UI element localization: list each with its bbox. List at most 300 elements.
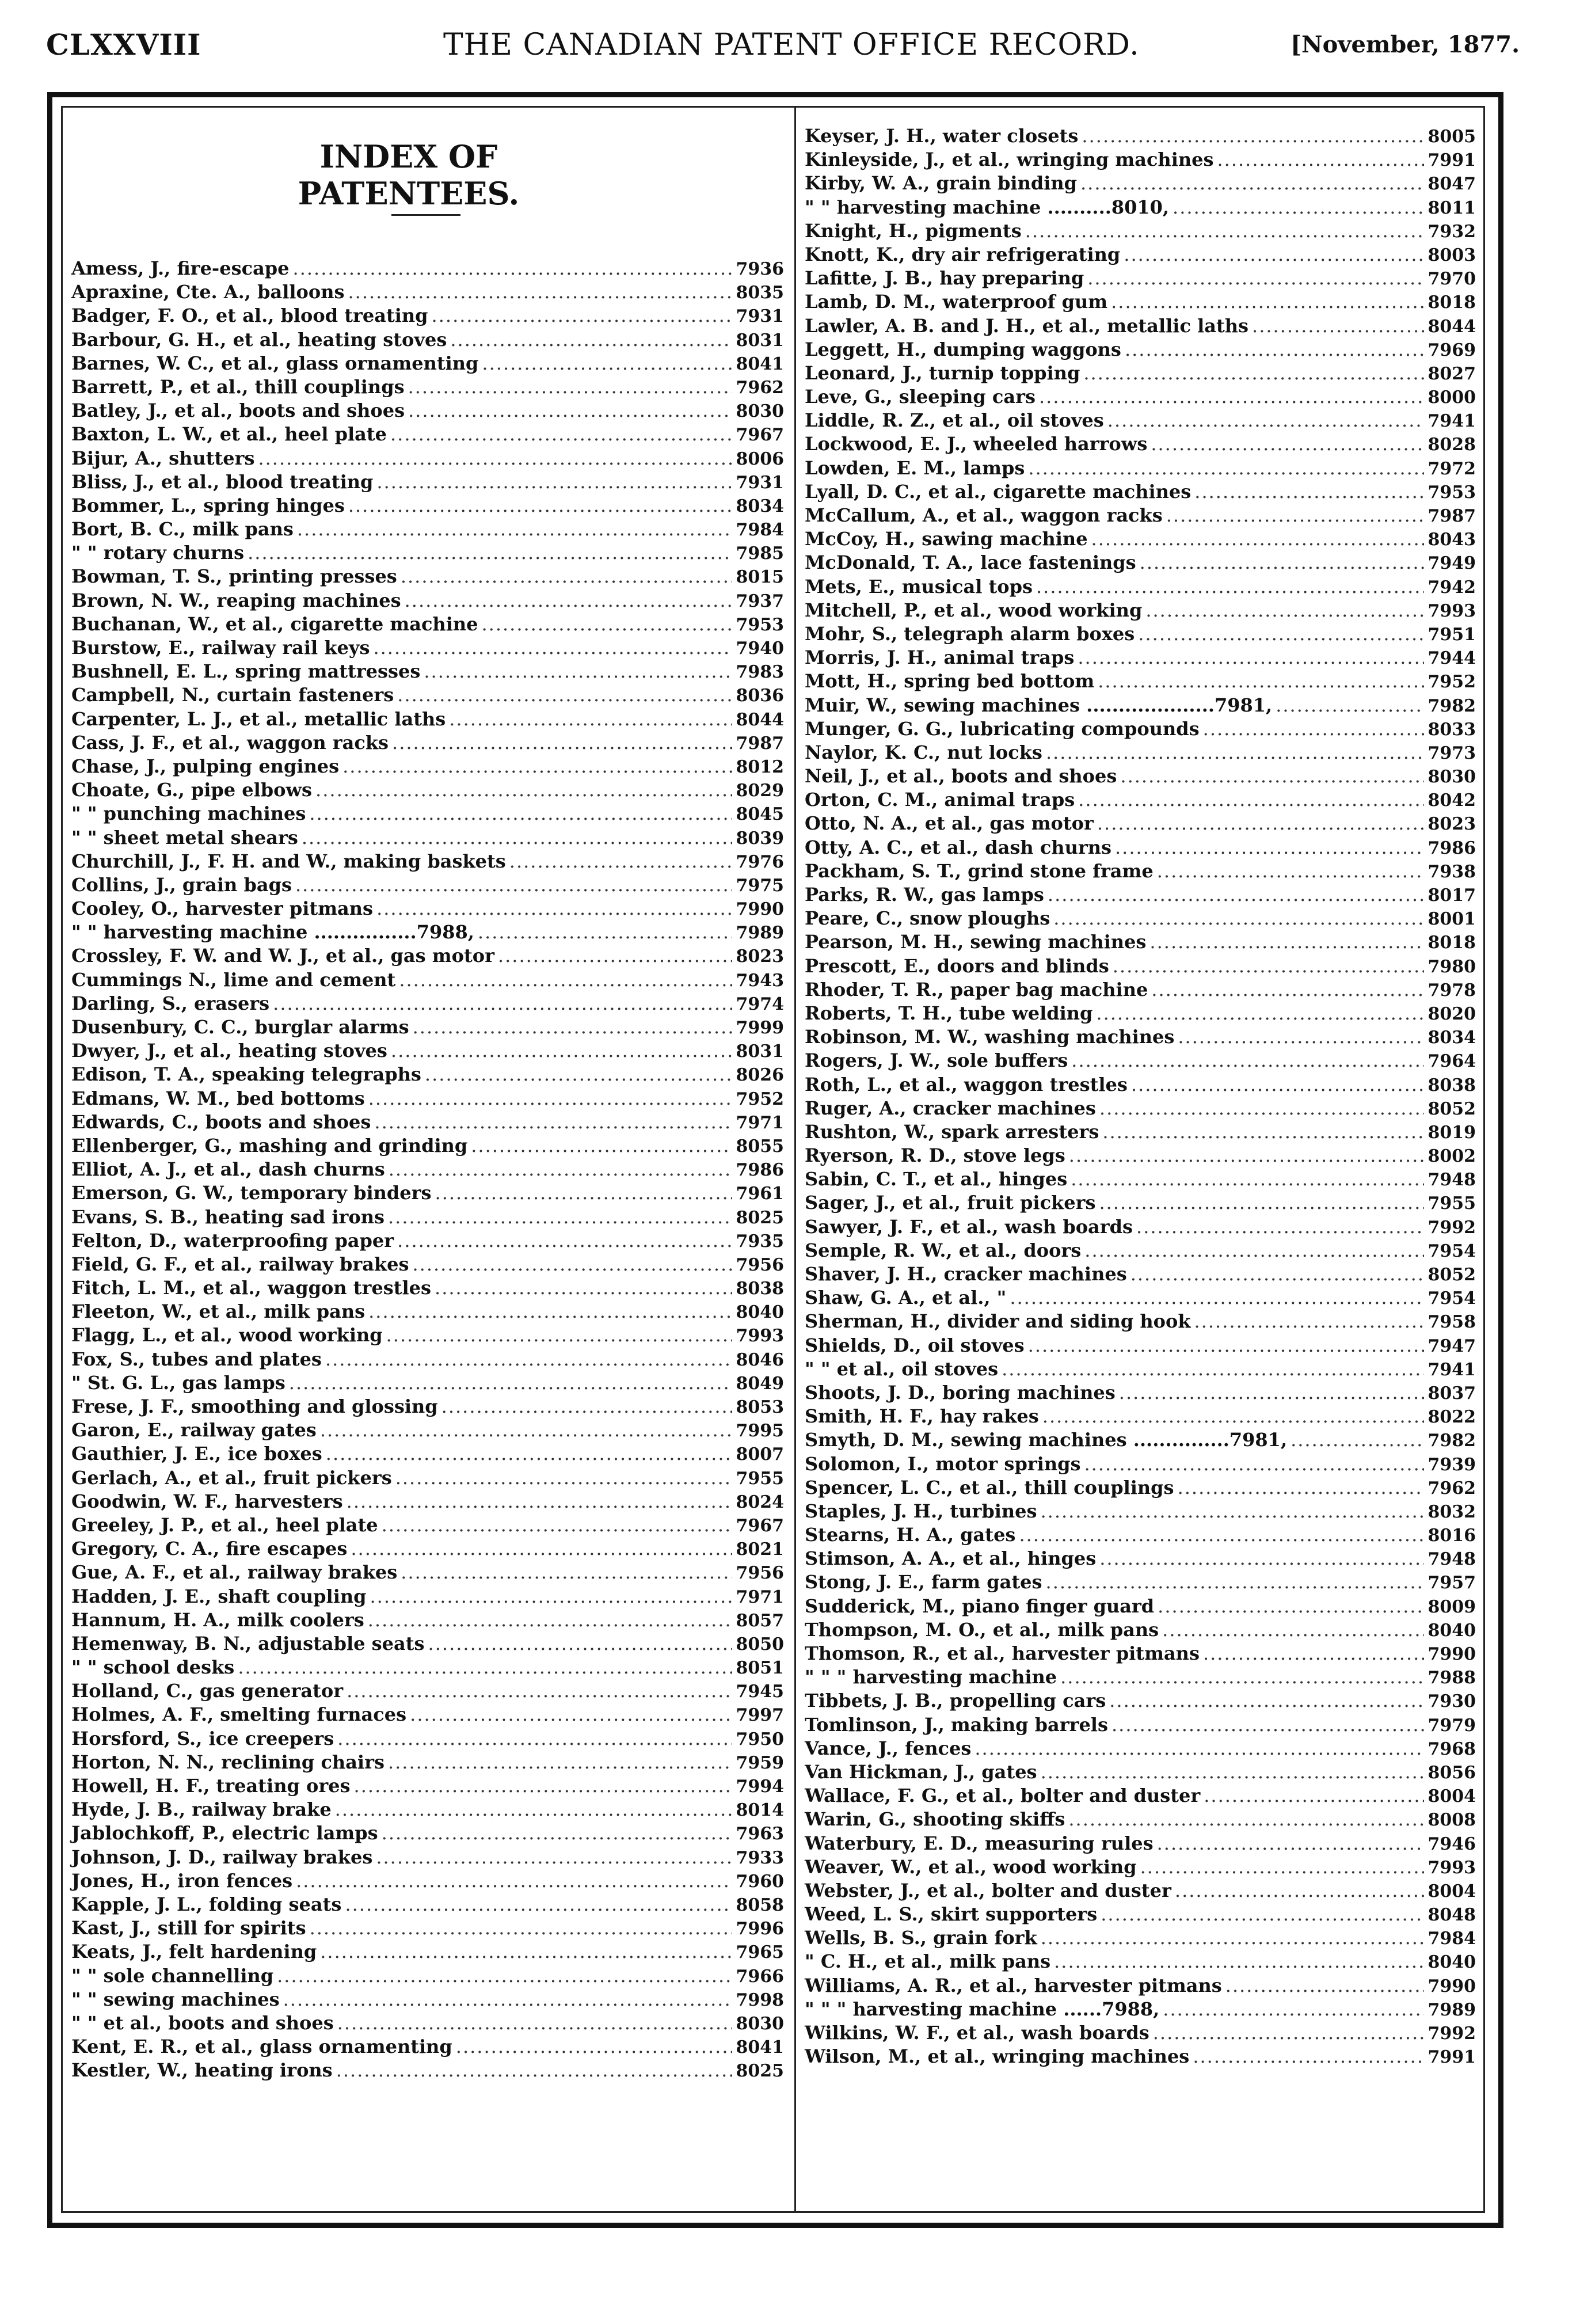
leader-dots	[351, 1537, 732, 1561]
leader-dots	[509, 850, 732, 873]
entry-name: Dwyer, J., et al., heating stoves	[71, 1040, 387, 1062]
index-entry	[71, 1608, 784, 1632]
index-entry	[805, 1998, 1476, 2021]
patent-number: 8005	[1427, 127, 1476, 147]
leader-dots	[1166, 504, 1424, 527]
leader-dots	[1087, 267, 1424, 290]
index-entry	[71, 1821, 784, 1845]
patent-number: 8015	[736, 567, 784, 588]
patent-number: 8014	[736, 1800, 784, 1821]
leader-dots	[342, 755, 732, 778]
leader-dots	[1068, 1808, 1424, 1831]
leader-dots	[405, 589, 732, 613]
entry-name: Orton, C. M., animal traps	[805, 789, 1075, 811]
entry-name: Cooley, O., harvester pitmans	[71, 897, 374, 920]
entry-name: Pearson, M. H., sewing machines	[805, 931, 1147, 953]
leader-dots	[435, 1181, 732, 1205]
leader-dots	[1140, 551, 1424, 575]
patent-number: 8044	[1427, 316, 1476, 337]
entry-name: Bijur, A., shutters	[71, 447, 255, 469]
index-entry	[71, 1015, 784, 1039]
index-entry	[71, 1087, 784, 1110]
leader-dots	[1225, 1974, 1424, 1998]
index-entry	[71, 1442, 784, 1466]
entry-name: " " sewing machines	[71, 1988, 280, 2010]
index-entry	[805, 551, 1476, 575]
leader-dots	[478, 921, 732, 944]
index-entry	[71, 1537, 784, 1561]
index-entry	[71, 873, 784, 897]
entry-name: Weed, L. S., skirt supporters	[805, 1903, 1098, 1926]
entry-name: Holmes, A. F., smelting furnaces	[71, 1703, 407, 1726]
index-entry	[805, 172, 1476, 195]
patent-number: 7969	[1427, 340, 1476, 360]
index-entry	[71, 802, 784, 826]
index-entry	[805, 362, 1476, 385]
patent-number: 7975	[736, 875, 784, 896]
leader-dots	[1083, 362, 1424, 385]
patent-number: 7933	[736, 1847, 784, 1868]
entry-name: Campbell, N., curtain fasteners	[71, 684, 394, 706]
index-entry	[71, 280, 784, 304]
entry-name: Leggett, H., dumping waggons	[805, 338, 1121, 360]
leader-dots	[382, 1821, 732, 1845]
entry-name: Batley, J., et al., boots and shoes	[71, 400, 405, 422]
patent-number: 7964	[1427, 1051, 1476, 1072]
patent-number: 8052	[1427, 1098, 1476, 1119]
entry-name: Lowden, E. M., lamps	[805, 457, 1025, 479]
leader-dots	[325, 1348, 732, 1371]
index-entry	[805, 764, 1476, 788]
patent-number: 8038	[1427, 1075, 1476, 1096]
leader-dots	[382, 1513, 732, 1537]
entry-name: Sabin, C. T., et al., hinges	[805, 1168, 1068, 1190]
patent-number: 8040	[1427, 1620, 1476, 1641]
index-entry	[805, 788, 1476, 812]
index-entry	[71, 708, 784, 731]
patent-number: 7952	[1427, 672, 1476, 693]
patent-number: 7943	[736, 970, 784, 991]
index-entry	[805, 196, 1476, 219]
index-entry	[805, 670, 1476, 693]
entry-name: Kirby, W. A., grain binding	[805, 172, 1077, 195]
patent-number: 7949	[1427, 553, 1476, 574]
leader-dots	[368, 1087, 732, 1110]
patent-number: 7965	[736, 1942, 784, 1963]
patent-number: 8053	[736, 1397, 784, 1417]
entry-name: Shaw, G. A., et al., "	[805, 1287, 1007, 1309]
patent-number: 7985	[736, 543, 784, 564]
entry-name: Spencer, L. C., et al., thill couplings	[805, 1476, 1174, 1498]
leader-dots	[320, 1418, 732, 1442]
entry-name: Buchanan, W., et al., cigarette machine	[71, 613, 478, 635]
index-entry	[71, 968, 784, 992]
leader-dots	[1138, 622, 1424, 646]
patent-number: 8007	[736, 1444, 784, 1465]
entry-name: Bommer, L., spring hinges	[71, 494, 345, 516]
entry-name: Roberts, T. H., tube welding	[805, 1002, 1093, 1024]
index-entry	[71, 1869, 784, 1893]
entry-name: Amess, J., fire-escape	[71, 257, 290, 279]
entry-name: Dusenbury, C. C., burglar alarms	[71, 1016, 409, 1038]
leader-dots	[1193, 2045, 1424, 2068]
leader-dots	[347, 1490, 732, 1513]
index-entry	[71, 778, 784, 802]
patent-number: 7962	[1427, 1478, 1476, 1498]
entry-name: Peare, C., snow ploughs	[805, 907, 1050, 930]
index-entry	[71, 1466, 784, 1490]
index-entry	[805, 480, 1476, 504]
index-entry	[805, 599, 1476, 622]
page-number: CLXXVIII	[46, 28, 201, 62]
leader-dots	[315, 778, 732, 802]
patent-number: 8030	[736, 401, 784, 422]
leader-dots	[337, 1727, 732, 1751]
leader-dots	[1151, 978, 1424, 1002]
leader-dots	[1019, 1523, 1424, 1547]
patent-number: 7978	[1427, 980, 1476, 1001]
index-entry	[805, 1120, 1476, 1144]
index-entry	[71, 352, 784, 375]
leader-dots	[1157, 1832, 1424, 1855]
patent-number: 7990	[1427, 1976, 1476, 1996]
index-entry	[805, 1405, 1476, 1428]
leader-dots	[376, 1846, 732, 1869]
leader-dots	[1041, 1760, 1424, 1784]
leader-dots	[1028, 1334, 1424, 1357]
entry-name: Cass, J. F., et al., waggon racks	[71, 731, 389, 754]
patent-number: 7997	[736, 1705, 784, 1726]
leader-dots	[449, 708, 732, 731]
patent-number: 8034	[736, 496, 784, 516]
leader-dots	[1096, 1002, 1424, 1025]
patent-number: 7990	[1427, 1644, 1476, 1664]
patent-number: 7971	[736, 1587, 784, 1607]
index-entry	[71, 1561, 784, 1584]
index-entry	[71, 589, 784, 613]
index-entry	[71, 1418, 784, 1442]
index-entry	[71, 1846, 784, 1869]
entry-name: Ryerson, R. D., stove legs	[805, 1144, 1065, 1167]
patent-number: 7966	[736, 1966, 784, 1987]
entry-name: Burstow, E., railway rail keys	[71, 637, 370, 659]
entry-name: Sawyer, J. F., et al., wash boards	[805, 1215, 1133, 1238]
index-entry	[71, 447, 784, 470]
leader-dots	[1151, 432, 1424, 456]
entry-name: Liddle, R. Z., et al., oil stoves	[805, 409, 1104, 432]
index-entry	[71, 1229, 784, 1253]
index-entry	[805, 1689, 1476, 1713]
leader-dots	[348, 280, 732, 304]
entry-name: Bowman, T. S., printing presses	[71, 565, 397, 588]
leader-dots	[395, 1466, 732, 1490]
entry-name: Kast, J., still for spirits	[71, 1917, 306, 1939]
index-entry	[71, 518, 784, 541]
leader-dots	[1071, 1049, 1424, 1072]
patent-number: 7993	[1427, 600, 1476, 621]
patent-number: 7930	[1427, 1691, 1476, 1712]
entry-name: Leve, G., sleeping cars	[805, 386, 1036, 408]
patent-number: 7987	[1427, 506, 1476, 526]
patent-number: 7960	[736, 1871, 784, 1892]
index-entry	[805, 1974, 1476, 1998]
index-entry	[805, 954, 1476, 978]
right-column	[805, 124, 1476, 2068]
patent-number: 7961	[736, 1184, 784, 1204]
leader-dots	[412, 1253, 732, 1276]
patent-number: 7956	[736, 1254, 784, 1275]
index-entry	[805, 694, 1476, 717]
index-entry	[805, 1239, 1476, 1262]
index-entry	[805, 575, 1476, 599]
patent-number: 8041	[736, 353, 784, 374]
entry-name: Fleeton, W., et al., milk pans	[71, 1300, 366, 1323]
patent-number: 7957	[1427, 1573, 1476, 1593]
entry-name: " " et al., oil stoves	[805, 1357, 999, 1380]
index-entry	[71, 1513, 784, 1537]
entry-name: Mohr, S., telegraph alarm boxes	[805, 622, 1135, 645]
entry-name: " St. G. L., gas lamps	[71, 1371, 285, 1394]
patent-number: 7988	[1427, 1668, 1476, 1688]
index-entry	[805, 2045, 1476, 2068]
patent-number: 8036	[736, 686, 784, 706]
entry-name: Packham, S. T., grind stone frame	[805, 859, 1154, 882]
patent-number: 8011	[1427, 197, 1476, 218]
leader-dots	[1145, 599, 1424, 622]
leader-dots	[1025, 219, 1424, 243]
patent-number: 8041	[736, 2037, 784, 2058]
leader-dots	[1204, 1784, 1424, 1808]
index-entry	[805, 1879, 1476, 1903]
index-entry	[71, 399, 784, 423]
patent-number: 7984	[1427, 1929, 1476, 1949]
index-entry	[71, 1964, 784, 1988]
patent-number: 7996	[736, 1919, 784, 1939]
index-entry	[805, 741, 1476, 764]
index-entry	[805, 409, 1476, 432]
section-title: INDEX OF PATENTEES.	[298, 138, 520, 212]
index-entry	[71, 423, 784, 446]
leader-dots	[408, 399, 732, 423]
entry-name: Edwards, C., boots and shoes	[71, 1110, 371, 1133]
patent-number: 7962	[736, 377, 784, 398]
leader-dots	[335, 1798, 732, 1821]
entry-name: Lyall, D. C., et al., cigarette machines	[805, 480, 1192, 503]
index-entry	[805, 1049, 1476, 1072]
patent-number: 8044	[736, 709, 784, 730]
index-entry	[805, 1618, 1476, 1642]
entry-name: Edmans, W. M., bed bottoms	[71, 1087, 365, 1109]
index-entry	[805, 1144, 1476, 1167]
patent-number: 7980	[1427, 956, 1476, 977]
leader-dots	[1102, 1120, 1424, 1144]
patent-number: 8023	[736, 946, 784, 967]
entry-name: Kinleyside, J., et al., wringing machines	[805, 149, 1214, 171]
patent-number: 7938	[1427, 861, 1476, 882]
column-divider	[794, 107, 796, 2212]
patent-number: 8021	[736, 1539, 784, 1560]
leader-dots	[410, 1703, 732, 1726]
leader-dots	[1054, 1950, 1424, 1973]
index-entry	[71, 1916, 784, 1940]
entry-name: Otty, A. C., et al., dash churns	[805, 836, 1111, 858]
entry-name: Barbour, G. H., et al., heating stoves	[71, 328, 447, 351]
entry-name: Jablochkoff, P., electric lamps	[71, 1822, 378, 1844]
index-entry	[71, 613, 784, 636]
index-entry	[71, 1727, 784, 1751]
entry-name: Wilson, M., et al., wringing machines	[805, 2045, 1190, 2068]
index-entry	[71, 1181, 784, 1205]
index-entry	[805, 527, 1476, 551]
patent-number: 7967	[736, 425, 784, 446]
entry-name: Gregory, C. A., fire escapes	[71, 1538, 348, 1560]
leader-dots	[1046, 1570, 1424, 1594]
patent-number: 7944	[1427, 648, 1476, 669]
leader-dots	[283, 1988, 732, 2011]
patent-number: 7931	[736, 472, 784, 493]
index-entry	[805, 1191, 1476, 1215]
leader-dots	[238, 1656, 732, 1679]
leader-dots	[401, 1561, 732, 1584]
index-entry	[71, 660, 784, 683]
leader-dots	[1163, 1998, 1424, 2021]
title-rule	[391, 214, 460, 216]
index-entry	[805, 812, 1476, 835]
entry-name: Ellenberger, G., mashing and grinding	[71, 1134, 468, 1157]
leader-dots	[432, 304, 732, 328]
entry-name: Shoots, J. D., boring machines	[805, 1381, 1116, 1403]
index-entry	[805, 148, 1476, 172]
index-entry	[71, 257, 784, 280]
leader-dots	[1217, 148, 1424, 172]
patent-number: 7971	[736, 1112, 784, 1133]
leader-dots	[1099, 1097, 1424, 1120]
entry-name: Warin, G., shooting skiffs	[805, 1808, 1065, 1831]
leader-dots	[1078, 646, 1424, 670]
patent-number: 8018	[1427, 933, 1476, 953]
patent-number: 8048	[1427, 1905, 1476, 1926]
patent-number: 8052	[1427, 1265, 1476, 1285]
leader-dots	[1173, 196, 1424, 219]
entry-name: Horton, N. N., reclining chairs	[71, 1751, 385, 1773]
patent-number: 8017	[1427, 885, 1476, 906]
patent-number: 8031	[736, 330, 784, 351]
patent-number: 7945	[736, 1682, 784, 1702]
entry-name: Wallace, F. G., et al., bolter and duster	[805, 1785, 1201, 1807]
leader-dots	[1109, 1689, 1424, 1713]
leader-dots	[1124, 243, 1424, 267]
index-entry	[805, 457, 1476, 480]
patent-number: 7989	[736, 923, 784, 944]
index-entry	[71, 1134, 784, 1158]
entry-name: " " sole channelling	[71, 1964, 274, 1987]
index-entry	[71, 636, 784, 660]
patent-number: 8022	[1427, 1407, 1476, 1428]
patent-number: 7955	[736, 1468, 784, 1489]
leader-dots	[1084, 1452, 1424, 1476]
index-entry	[71, 1348, 784, 1371]
entry-name: Otto, N. A., et al., gas motor	[805, 812, 1094, 835]
index-entry	[71, 1039, 784, 1063]
entry-name: Elliot, A. J., et al., dash churns	[71, 1158, 385, 1181]
leader-dots	[1078, 788, 1424, 812]
patent-number: 7952	[736, 1089, 784, 1109]
leader-dots	[1036, 575, 1424, 599]
patent-number: 7942	[1427, 577, 1476, 598]
leader-dots	[248, 541, 732, 565]
index-entry	[805, 1547, 1476, 1570]
index-entry	[71, 565, 784, 588]
entry-name: Solomon, I., motor springs	[805, 1452, 1081, 1475]
index-entry	[71, 1798, 784, 1821]
entry-name: Munger, G. G., lubricating compounds	[805, 717, 1200, 740]
leader-dots	[1111, 1713, 1424, 1737]
patent-number: 7931	[736, 306, 784, 327]
leader-dots	[425, 1063, 732, 1086]
entry-name: Keyser, J. H., water closets	[805, 125, 1079, 147]
patent-number: 7948	[1427, 1170, 1476, 1190]
entry-name: Mitchell, P., et al., wood working	[805, 599, 1143, 621]
leader-dots	[450, 328, 732, 352]
entry-name: Gauthier, J. E., ice boxes	[71, 1443, 322, 1465]
entry-name: Goodwin, W. F., harvesters	[71, 1490, 343, 1512]
index-entry	[71, 2035, 784, 2059]
index-entry	[71, 992, 784, 1015]
entry-name: " " sheet metal shears	[71, 826, 298, 849]
patent-number: 7955	[1427, 1193, 1476, 1214]
entry-name: Apraxine, Cte. A., balloons	[71, 281, 345, 303]
entry-name: Weaver, W., et al., wood working	[805, 1855, 1137, 1878]
entry-name: Smyth, D. M., sewing machines ...............7981,	[805, 1429, 1288, 1451]
entry-name: Parks, R. W., gas lamps	[805, 884, 1044, 906]
patent-number: 7999	[736, 1018, 784, 1038]
leader-dots	[1046, 741, 1424, 764]
patent-number: 7998	[736, 1990, 784, 2010]
entry-name: Gerlach, A., et al., fruit pickers	[71, 1466, 392, 1489]
patent-number: 7940	[736, 638, 784, 659]
leader-dots	[1203, 1642, 1424, 1665]
index-entry	[71, 1490, 784, 1513]
entry-name: " " school desks	[71, 1656, 235, 1679]
leader-dots	[1140, 1855, 1424, 1879]
patent-number: 7953	[736, 614, 784, 635]
patent-number: 8006	[736, 448, 784, 469]
index-entry	[805, 1357, 1476, 1381]
leader-dots	[389, 1158, 732, 1181]
leader-dots	[498, 944, 732, 968]
patent-number: 8004	[1427, 1786, 1476, 1807]
leader-dots	[388, 1751, 732, 1774]
leader-dots	[391, 1039, 732, 1063]
entry-name: Thompson, M. O., et al., milk pans	[805, 1618, 1159, 1641]
patent-number: 7948	[1427, 1549, 1476, 1570]
index-entry	[71, 1323, 784, 1347]
index-entry	[805, 290, 1476, 314]
entry-name: Tomlinson, J., making barrels	[805, 1713, 1108, 1736]
entry-name: Keats, J., felt hardening	[71, 1941, 317, 1963]
leader-dots	[1107, 409, 1424, 432]
entry-name: Baxton, L. W., et al., heel plate	[71, 423, 387, 446]
entry-name: " " punching machines	[71, 802, 306, 825]
index-entry	[805, 1476, 1476, 1500]
index-entry	[805, 1713, 1476, 1737]
entry-name: Kestler, W., heating irons	[71, 2059, 333, 2082]
entry-name: Holland, C., gas generator	[71, 1680, 344, 1702]
leader-dots	[345, 1893, 732, 1916]
patent-number: 7953	[1427, 482, 1476, 503]
patent-number: 8057	[736, 1610, 784, 1631]
leader-dots	[1136, 1215, 1424, 1239]
